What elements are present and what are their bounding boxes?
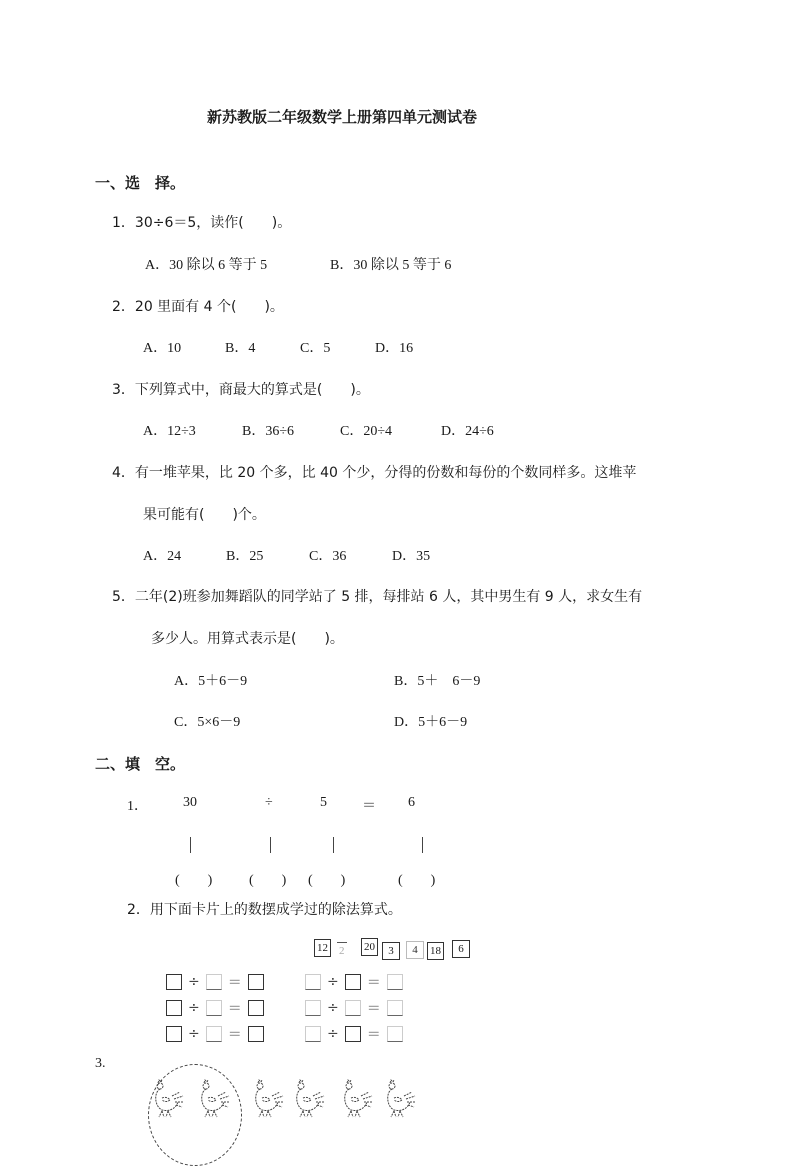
question-3-option-c: C．20÷4 [340,424,393,439]
question-1-option-a: A．30 除以 6 等于 5 [145,258,268,273]
number-card: 18 [427,942,444,960]
connector-line [270,837,271,853]
divide-sign: ÷ [327,974,339,990]
answer-box[interactable] [206,1000,222,1016]
divide-sign: ÷ [327,1000,339,1016]
connector-line [333,837,334,853]
question-3-option-d: D．24÷6 [441,424,494,439]
equation-template [305,1024,403,1044]
divide-sign: ÷ [188,1026,200,1042]
answer-blank-divide[interactable]: ( ) [249,873,287,888]
question-5-option-d: D．5＋6－9 [394,715,468,730]
answer-box[interactable] [345,1026,361,1042]
fill-question-3-number: 3. [95,1056,106,1071]
chicken-icon [345,1080,372,1117]
connector-line [422,837,423,853]
equation-equals-sign: ＝ [362,799,376,814]
question-4-stem-line2: 果可能有( )个。 [143,507,266,523]
equation-template [166,998,264,1018]
question-4-stem-line1: 4．有一堆苹果，比 20 个多，比 40 个少，分得的份数和每份的个数同样多。这堆苹 [112,465,637,481]
divide-sign: ÷ [327,1026,339,1042]
chicken-icon [202,1080,229,1117]
fill-question-2-stem: 2．用下面卡片上的数摆成学过的除法算式。 [127,902,402,918]
answer-blank-dividend[interactable]: ( ) [175,873,213,888]
question-4-option-b: B．25 [226,549,264,564]
question-3-option-b: B．36÷6 [242,424,295,439]
question-5-stem-line2: 多少人。用算式表示是( )。 [151,631,344,647]
answer-box[interactable] [305,974,321,990]
answer-box[interactable] [387,1026,403,1042]
question-4-option-d: D．35 [392,549,431,564]
equals-sign: ＝ [366,1001,381,1017]
question-2-option-b: B．4 [225,341,256,356]
equals-sign: ＝ [227,1001,242,1017]
equation-template [166,972,264,992]
answer-box[interactable] [345,974,361,990]
answer-box[interactable] [248,1000,264,1016]
answer-box[interactable] [387,1000,403,1016]
equals-sign: ＝ [366,1027,381,1043]
question-2-option-d: D．16 [375,341,414,356]
question-5-stem-line1: 5．二年(2)班参加舞蹈队的同学站了 5 排，每排站 6 人，其中男生有 9 人，求女生有 [112,589,643,605]
question-2-option-a: A．10 [143,341,182,356]
answer-blank-divisor[interactable]: ( ) [308,873,346,888]
equation-dividend: 30 [183,795,197,810]
question-3-stem: 3．下列算式中，商最大的算式是( )。 [112,382,370,398]
equation-template [166,1024,264,1044]
fill-question-1-number: 1． [127,799,148,814]
document-title: 新苏教版二年级数学上册第四单元测试卷 [207,108,478,126]
chicken-illustrations [150,1078,430,1122]
question-5-option-a: A．5＋6－9 [174,674,248,689]
question-5-option-b: B．5＋ 6－9 [394,674,481,689]
answer-box[interactable] [206,974,222,990]
question-3-option-a: A．12÷3 [143,424,196,439]
chicken-icon [156,1080,183,1117]
chicken-icon [256,1080,283,1117]
answer-blank-quotient[interactable]: ( ) [398,873,436,888]
answer-box[interactable] [166,1026,182,1042]
equals-sign: ＝ [227,975,242,991]
question-1-option-b: B．30 除以 5 等于 6 [330,258,452,273]
divide-sign: ÷ [188,974,200,990]
answer-box[interactable] [248,1026,264,1042]
number-card: 2 [337,942,347,959]
answer-box[interactable] [387,974,403,990]
number-card: 3 [382,942,400,960]
equation-template [305,998,403,1018]
question-5-option-c: C．5×6－9 [174,715,241,730]
chicken-icon [388,1080,415,1117]
equation-divide-sign: ÷ [265,795,273,810]
number-card: 4 [406,941,424,959]
section-heading-choice: 一、选 择。 [95,174,186,192]
answer-box[interactable] [248,974,264,990]
answer-box[interactable] [305,1000,321,1016]
answer-box[interactable] [206,1026,222,1042]
section-heading-fill-blank: 二、填 空。 [95,755,186,773]
answer-box[interactable] [345,1000,361,1016]
answer-box[interactable] [166,974,182,990]
equation-template [305,972,403,992]
question-4-option-c: C．36 [309,549,347,564]
question-1-stem: 1．30÷6＝5，读作( )。 [112,215,292,231]
number-card: 20 [361,938,378,956]
answer-box[interactable] [166,1000,182,1016]
equation-quotient: 6 [408,795,415,810]
number-card: 12 [314,939,331,957]
equals-sign: ＝ [366,975,381,991]
question-2-option-c: C．5 [300,341,331,356]
question-4-option-a: A．24 [143,549,182,564]
equation-divisor: 5 [320,795,327,810]
divide-sign: ÷ [188,1000,200,1016]
chicken-icon [297,1080,324,1117]
connector-line [190,837,191,853]
number-card: 6 [452,940,470,958]
answer-box[interactable] [305,1026,321,1042]
question-2-stem: 2．20 里面有 4 个( )。 [112,299,284,315]
equals-sign: ＝ [227,1027,242,1043]
